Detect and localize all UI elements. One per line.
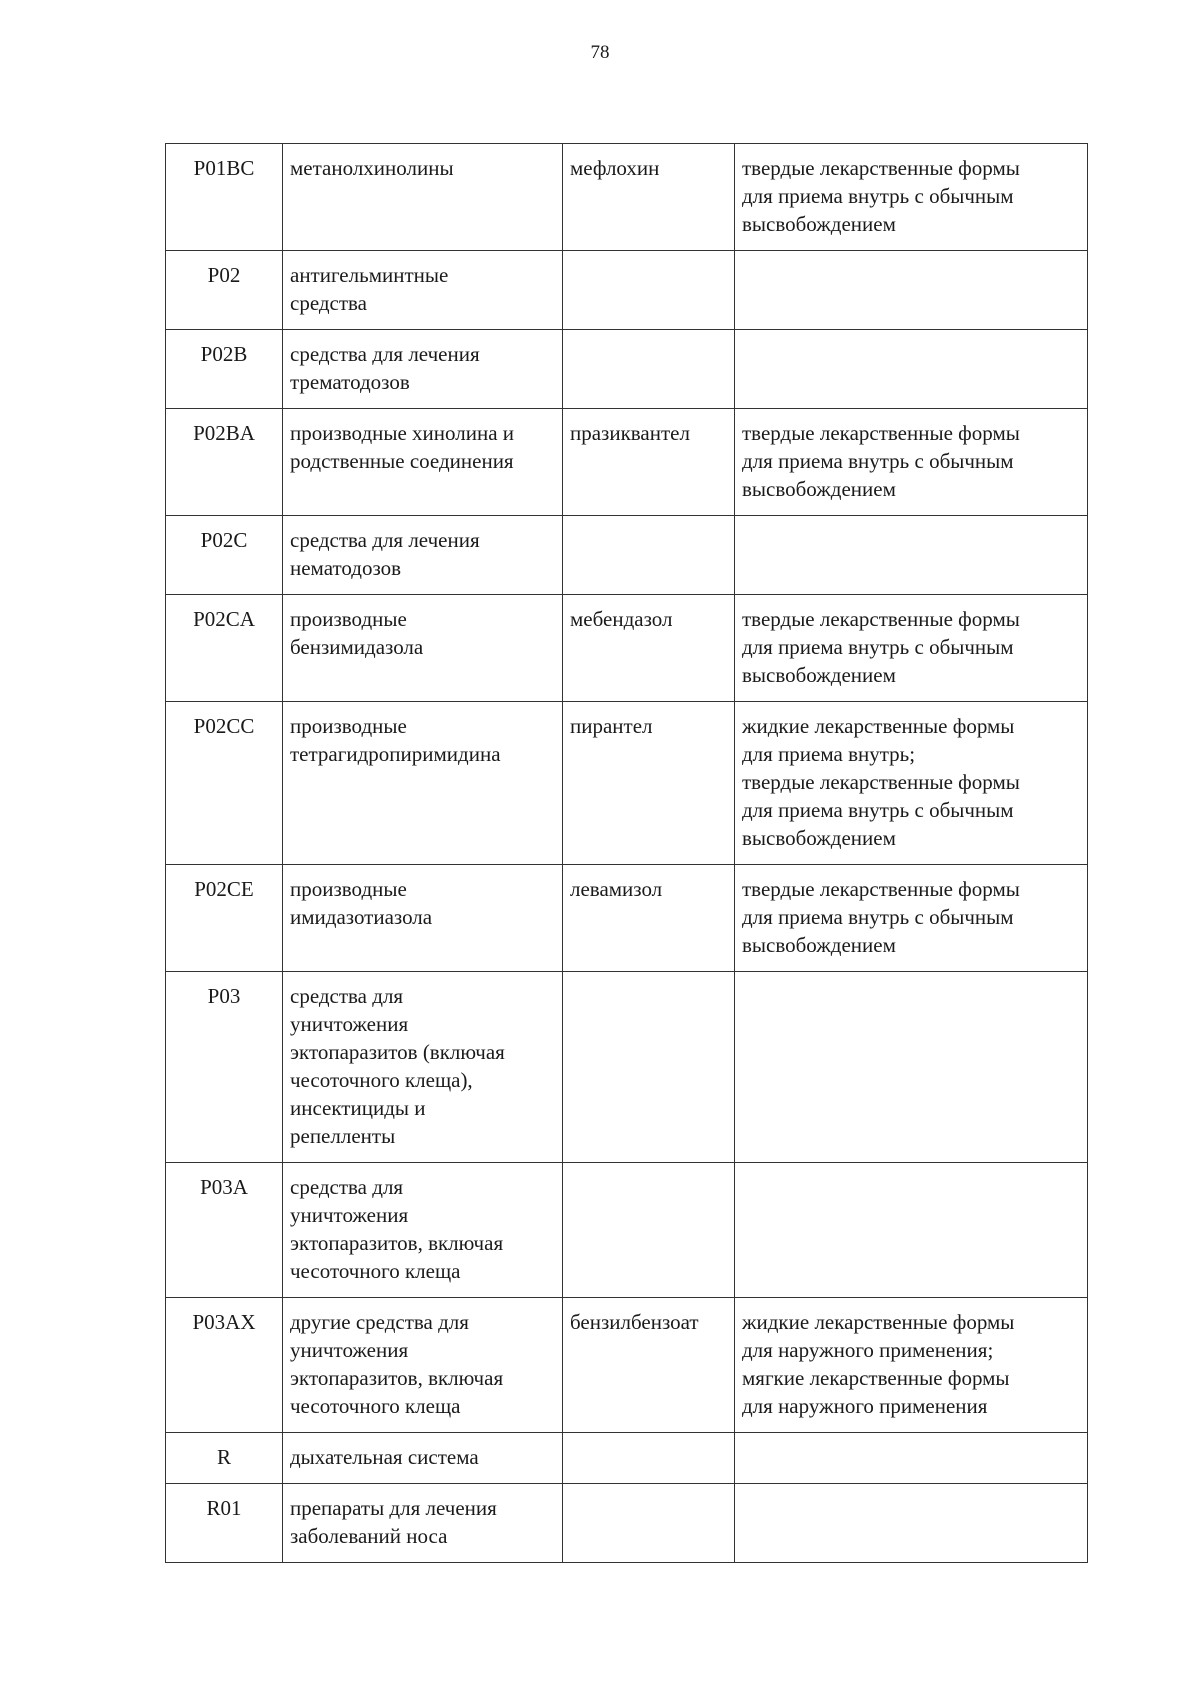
dosage-form-cell <box>735 251 1088 330</box>
group-name-cell: средства для лечения нематодозов <box>283 516 563 595</box>
atc-code-cell: P02CC <box>166 702 283 865</box>
drug-name-cell <box>563 251 735 330</box>
dosage-form-cell <box>735 1484 1088 1563</box>
group-name-cell: антигельминтные средства <box>283 251 563 330</box>
drug-name-cell: левамизол <box>563 865 735 972</box>
group-name-cell: другие средства для уничтожения эктопаразитов, включая чесоточного клеща <box>283 1298 563 1433</box>
atc-code-cell: P02 <box>166 251 283 330</box>
drug-name-cell <box>563 516 735 595</box>
dosage-form-cell <box>735 972 1088 1163</box>
drug-name-cell: празиквантел <box>563 409 735 516</box>
dosage-form-cell <box>735 330 1088 409</box>
atc-code-cell: P03AX <box>166 1298 283 1433</box>
atc-code-cell: P02CE <box>166 865 283 972</box>
drug-name-cell <box>563 1484 735 1563</box>
table-row <box>166 409 1088 516</box>
dosage-form-cell: твердые лекарственные формы для приема внутрь с обычным высвобождением <box>735 409 1088 516</box>
group-name-cell: средства для лечения трематодозов <box>283 330 563 409</box>
table-row <box>166 251 1088 330</box>
table-row <box>166 702 1088 865</box>
dosage-form-cell: жидкие лекарственные формы для приема внутрь; твердые лекарственные формы для приема внутрь с обычным высвобождением <box>735 702 1088 865</box>
dosage-form-cell: твердые лекарственные формы для приема внутрь с обычным высвобождением <box>735 595 1088 702</box>
table-row <box>166 1298 1088 1433</box>
table-row <box>166 1484 1088 1563</box>
table-row <box>166 1163 1088 1298</box>
drug-name-cell <box>563 1433 735 1484</box>
drug-name-cell: мебендазол <box>563 595 735 702</box>
drug-name-cell <box>563 972 735 1163</box>
drug-name-cell: мефлохин <box>563 144 735 251</box>
atc-code-cell: P03A <box>166 1163 283 1298</box>
table-row <box>166 330 1088 409</box>
group-name-cell: препараты для лечения заболеваний носа <box>283 1484 563 1563</box>
drug-name-cell <box>563 330 735 409</box>
atc-code-cell: P02B <box>166 330 283 409</box>
group-name-cell: производные бензимидазола <box>283 595 563 702</box>
group-name-cell: метанолхинолины <box>283 144 563 251</box>
page-number: 78 <box>590 42 610 63</box>
table-row <box>166 595 1088 702</box>
atc-code-cell: R01 <box>166 1484 283 1563</box>
group-name-cell: средства для уничтожения эктопаразитов, включая чесоточного клеща <box>283 1163 563 1298</box>
group-name-cell: производные тетрагидропиримидина <box>283 702 563 865</box>
drug-name-cell: пирантел <box>563 702 735 865</box>
table-row <box>166 516 1088 595</box>
atc-code-cell: P01BC <box>166 144 283 251</box>
group-name-cell: средства для уничтожения эктопаразитов (включая чесоточного клеща), инсектициды и репелленты <box>283 972 563 1163</box>
atc-code-cell: R <box>166 1433 283 1484</box>
table-row <box>166 865 1088 972</box>
dosage-form-cell <box>735 1163 1088 1298</box>
dosage-form-cell: жидкие лекарственные формы для наружного применения; мягкие лекарственные формы для наружного применения <box>735 1298 1088 1433</box>
atc-code-cell: P02CA <box>166 595 283 702</box>
group-name-cell: производные хинолина и родственные соединения <box>283 409 563 516</box>
table-row <box>166 972 1088 1163</box>
atc-code-cell: P02C <box>166 516 283 595</box>
dosage-form-cell <box>735 516 1088 595</box>
table-row <box>166 144 1088 251</box>
atc-code-cell: P02BA <box>166 409 283 516</box>
group-name-cell: дыхательная система <box>283 1433 563 1484</box>
drug-name-cell <box>563 1163 735 1298</box>
dosage-form-cell: твердые лекарственные формы для приема внутрь с обычным высвобождением <box>735 865 1088 972</box>
drug-name-cell: бензилбензоат <box>563 1298 735 1433</box>
dosage-form-cell: твердые лекарственные формы для приема внутрь с обычным высвобождением <box>735 144 1088 251</box>
group-name-cell: производные имидазотиазола <box>283 865 563 972</box>
table-body <box>166 144 1088 1563</box>
drug-classification-table <box>165 143 1088 1563</box>
table-row <box>166 1433 1088 1484</box>
atc-code-cell: P03 <box>166 972 283 1163</box>
dosage-form-cell <box>735 1433 1088 1484</box>
